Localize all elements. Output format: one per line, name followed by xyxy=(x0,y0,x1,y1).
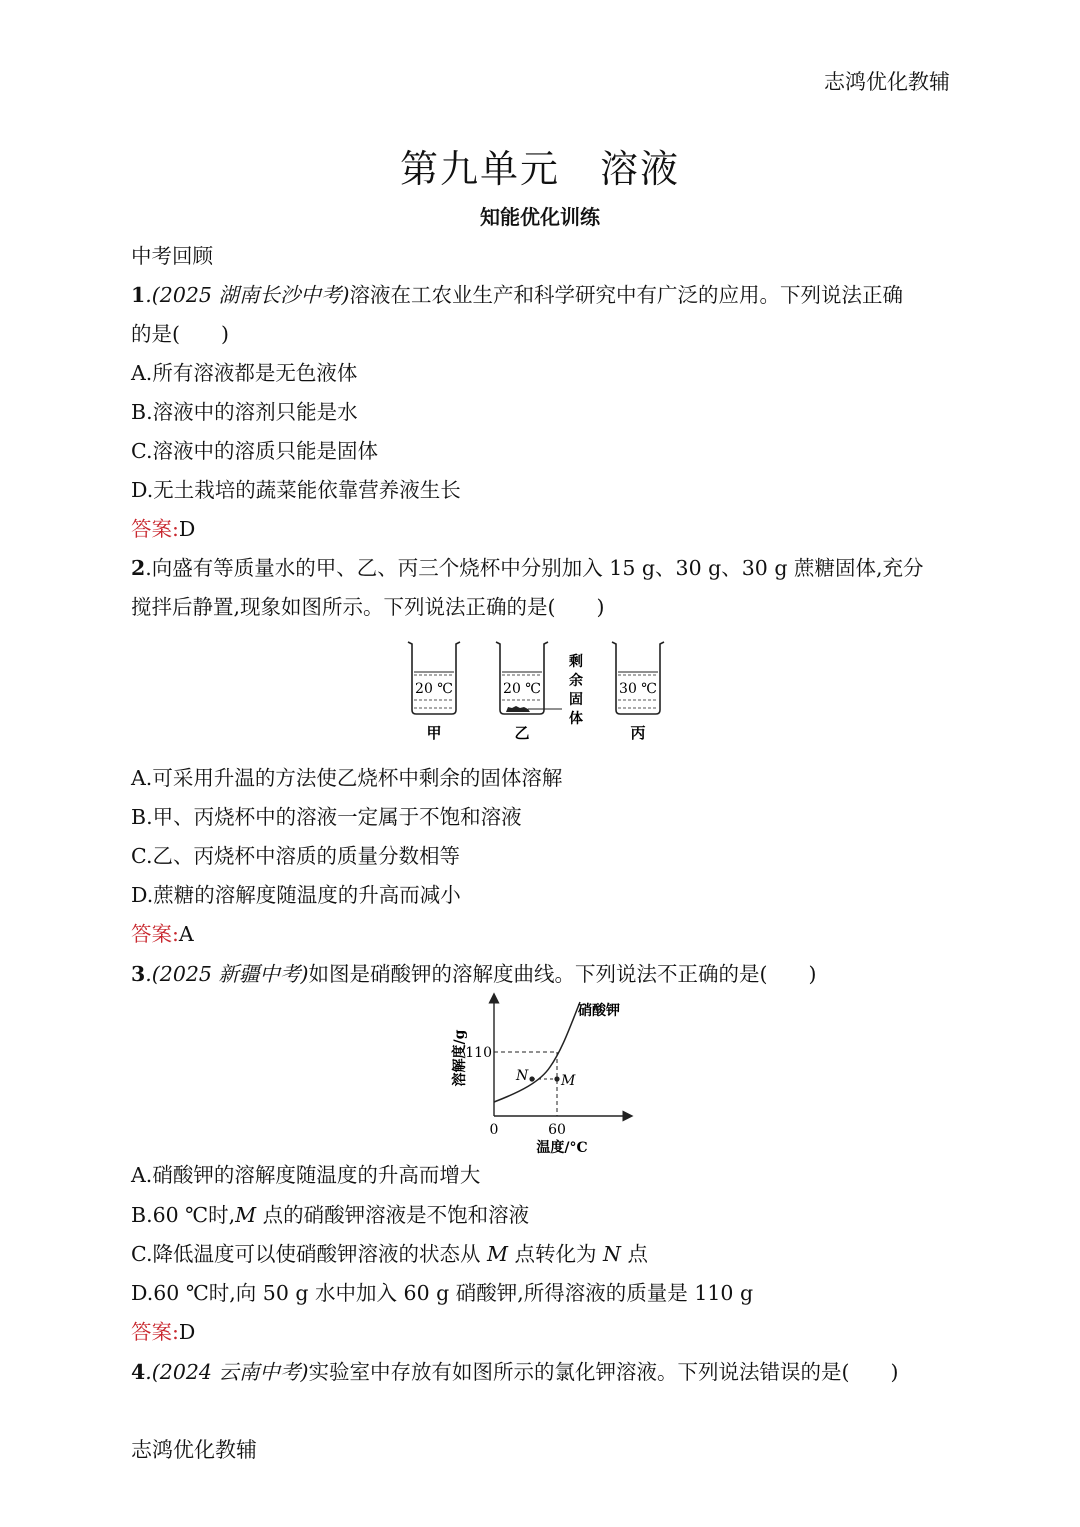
x-tick-60: 60 xyxy=(548,1122,566,1138)
option-text: 点转化为 xyxy=(508,1242,604,1266)
question-3-stem xyxy=(131,960,941,988)
option-text: B.60 ℃时, xyxy=(131,1203,236,1227)
unit-title: 第九单元 溶液 xyxy=(399,147,680,191)
question-number: 3 xyxy=(131,962,146,986)
subtitle: 知能优化训练 xyxy=(480,205,600,229)
question-1-stem-cont: 的是( ) xyxy=(131,322,229,346)
q3-answer xyxy=(131,1318,941,1346)
residue-label xyxy=(569,653,583,727)
residue-char: 余 xyxy=(569,673,583,689)
q3-option-b xyxy=(131,1201,941,1229)
solubility-curve-figure xyxy=(440,992,650,1162)
residue-char: 固 xyxy=(569,692,583,708)
question-text: 实验室中存放有如图所示的氯化钾溶液。下列说法错误的是( ) xyxy=(308,1360,899,1384)
answer-value: D xyxy=(178,1320,196,1344)
question-source: .(2024 云南中考) xyxy=(145,1360,309,1384)
option-text: 点 xyxy=(620,1242,649,1266)
beaker-jia xyxy=(408,642,460,742)
point-n-label: N xyxy=(516,1068,529,1084)
question-text: 溶液在工农业生产和科学研究中有广泛的应用。下列说法正确 xyxy=(349,283,903,307)
q1-option-d: D.无土栽培的蔬菜能依靠营养液生长 xyxy=(131,478,461,502)
origin-label: 0 xyxy=(489,1122,499,1138)
q2-option-c: C.乙、丙烧杯中溶质的质量分数相等 xyxy=(131,844,460,868)
q3-option-a: A.硝酸钾的溶解度随温度的升高而增大 xyxy=(131,1163,481,1187)
question-number: 4 xyxy=(131,1360,146,1384)
residue-char: 体 xyxy=(569,711,583,727)
header-brand: 志鸿优化教辅 xyxy=(824,70,950,94)
point-m-ref: M xyxy=(235,1203,257,1227)
x-axis-label: 温度/°C xyxy=(536,1140,588,1156)
q1-option-b: B.溶液中的溶剂只能是水 xyxy=(131,400,358,424)
beaker-outline xyxy=(496,642,548,714)
beaker-label: 甲 xyxy=(426,724,442,742)
question-number: 1 xyxy=(131,283,146,307)
y-axis-label: 溶解度/g xyxy=(452,1029,468,1087)
question-1-stem xyxy=(131,281,941,309)
residue-char: 剩 xyxy=(569,654,583,670)
q1-answer xyxy=(131,515,941,543)
q2-option-b: B.甲、丙烧杯中的溶液一定属于不饱和溶液 xyxy=(131,805,522,829)
beaker-label: 乙 xyxy=(514,724,530,742)
q2-option-d: D.蔗糖的溶解度随温度的升高而减小 xyxy=(131,883,461,907)
beaker-outline xyxy=(408,642,460,714)
point-m-ref: M xyxy=(487,1242,508,1266)
point-n xyxy=(529,1076,534,1081)
beaker-temperature: 20 ℃ xyxy=(503,681,541,697)
question-text: 如图是硝酸钾的溶解度曲线。下列说法不正确的是( ) xyxy=(308,962,817,986)
answer-value: A xyxy=(178,922,194,946)
question-4-stem xyxy=(131,1358,941,1386)
q1-option-c: C.溶液中的溶质只能是固体 xyxy=(131,439,378,463)
answer-label: 答案: xyxy=(131,1320,179,1344)
beakers-figure xyxy=(390,630,690,750)
q2-answer xyxy=(131,920,941,948)
beaker-temperature: 20 ℃ xyxy=(415,681,453,697)
point-n-ref: N xyxy=(603,1242,621,1266)
beaker-yi xyxy=(496,642,562,742)
q3-option-d: D.60 ℃时,向 50 g 水中加入 60 g 硝酸钾,所得溶液的质量是 110 g xyxy=(131,1281,754,1305)
question-text: .向盛有等质量水的甲、乙、丙三个烧杯中分别加入 15 g、30 g、30 g 蔗糖固体,充分 xyxy=(145,556,924,580)
q1-option-a: A.所有溶液都是无色液体 xyxy=(131,361,358,385)
answer-value: D xyxy=(178,517,196,541)
point-m-label: M xyxy=(561,1073,576,1089)
beaker-bing xyxy=(612,642,664,742)
question-source: .(2025 湖南长沙中考) xyxy=(145,283,350,307)
q3-option-c xyxy=(131,1240,941,1268)
answer-label: 答案: xyxy=(131,517,179,541)
answer-label: 答案: xyxy=(131,922,179,946)
section-heading: 中考回顾 xyxy=(131,244,213,268)
footer-brand: 志鸿优化教辅 xyxy=(131,1438,257,1462)
question-number: 2 xyxy=(131,556,146,580)
beaker-outline xyxy=(612,642,664,714)
question-2-stem xyxy=(131,554,941,582)
residue-solid xyxy=(506,706,530,712)
curve-label: 硝酸钾 xyxy=(578,1003,620,1019)
y-tick-110: 110 xyxy=(465,1045,492,1061)
option-text: 点的硝酸钾溶液是不饱和溶液 xyxy=(256,1203,530,1227)
question-source: .(2025 新疆中考) xyxy=(145,962,309,986)
beaker-temperature: 30 ℃ xyxy=(619,681,657,697)
question-2-stem-cont: 搅拌后静置,现象如图所示。下列说法正确的是( ) xyxy=(131,595,605,619)
q2-option-a: A.可采用升温的方法使乙烧杯中剩余的固体溶解 xyxy=(131,766,563,790)
point-m xyxy=(554,1076,559,1081)
option-text: C.降低温度可以使硝酸钾溶液的状态从 xyxy=(131,1242,487,1266)
beaker-label: 丙 xyxy=(630,724,646,742)
